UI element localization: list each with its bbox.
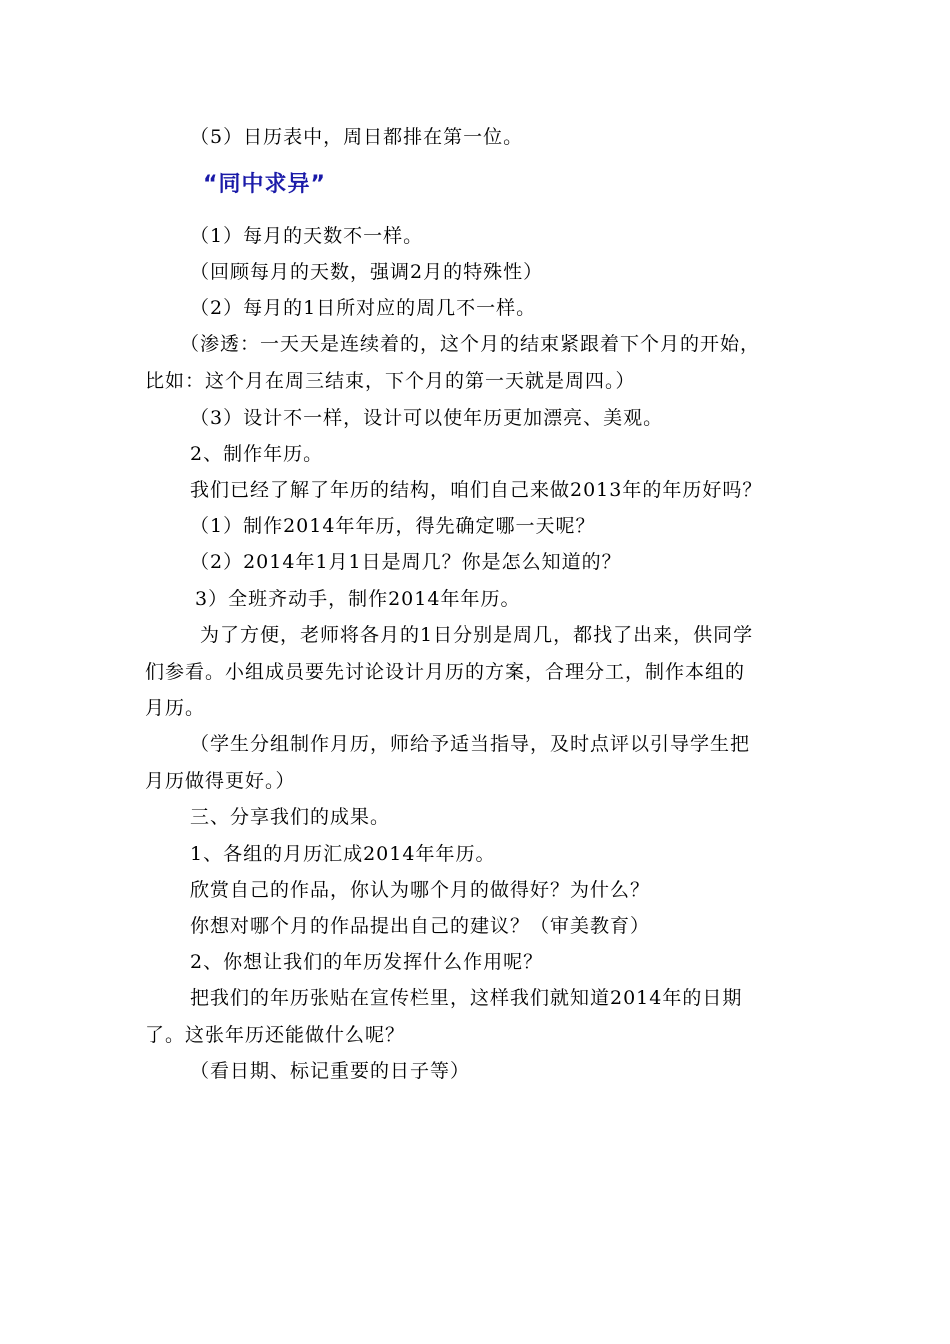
text-line: （渗透：一天天是连续着的，这个月的结束紧跟着下个月的开始， — [180, 333, 761, 355]
text-line: 3）全班齐动手，制作2014年年历。 — [195, 588, 521, 610]
text-line: 了。这张年历还能做什么呢？ — [145, 1024, 406, 1046]
text-line: 为了方便，老师将各月的1日分别是周几，都找了出来，供同学 — [200, 624, 754, 646]
text-line: 2、你想让我们的年历发挥什么作用呢？ — [190, 951, 544, 973]
text-line: （回顾每月的天数，强调2月的特殊性） — [190, 261, 544, 283]
text-line: 欣赏自己的作品，你认为哪个月的做得好？为什么？ — [190, 879, 651, 901]
text-line: （5）日历表中，周日都排在第一位。 — [190, 126, 524, 148]
text-line: （1）每月的天数不一样。 — [190, 225, 424, 247]
text-line: （学生分组制作月历，师给予适当指导，及时点评以引导学生把 — [190, 733, 751, 755]
text-line: 2、制作年历。 — [190, 443, 324, 465]
text-line: （1）制作2014年年历，得先确定哪一天呢？ — [190, 515, 596, 537]
text-line: 比如：这个月在周三结束，下个月的第一天就是周四。） — [145, 370, 636, 392]
text-line: （2）每月的1日所对应的周几不一样。 — [190, 297, 537, 319]
text-line: （3）设计不一样，设计可以使年历更加漂亮、美观。 — [190, 407, 664, 429]
text-line: （2）2014年1月1日是周几？你是怎么知道的？ — [190, 551, 622, 573]
text-line: 月历做得更好。） — [145, 770, 296, 792]
text-line: 1、各组的月历汇成2014年年历。 — [190, 843, 496, 865]
text-line: 三、分享我们的成果。 — [190, 806, 391, 828]
section-heading: “同中求异” — [203, 172, 326, 197]
text-line: 们参看。小组成员要先讨论设计月历的方案，合理分工，制作本组的 — [145, 661, 746, 683]
text-line: （看日期、标记重要的日子等） — [190, 1060, 471, 1082]
text-line: 你想对哪个月的作品提出自己的建议？（审美教育） — [190, 915, 651, 937]
text-line: 我们已经了解了年历的结构，咱们自己来做2013年的年历好吗？ — [190, 479, 763, 501]
text-line: 把我们的年历张贴在宣传栏里，这样我们就知道2014年的日期 — [190, 987, 743, 1009]
text-line: 月历。 — [145, 697, 206, 719]
